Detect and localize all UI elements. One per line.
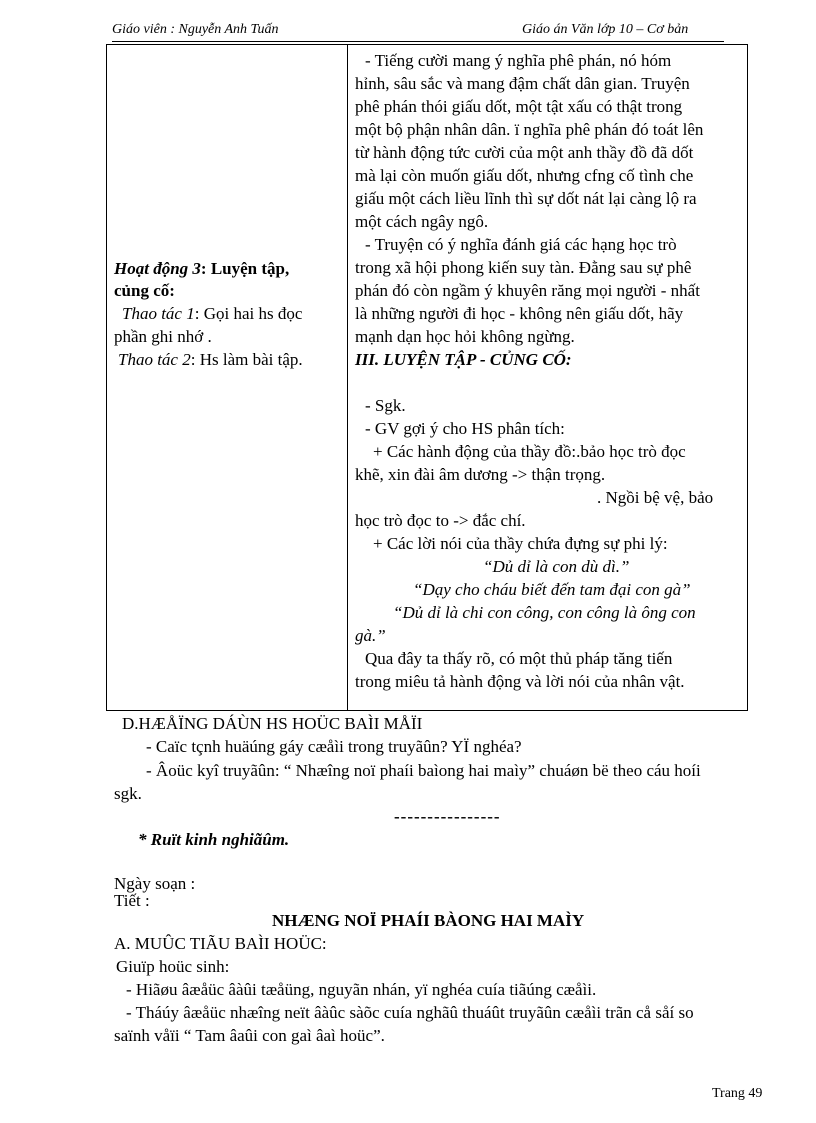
date-label: Ngày soạn : xyxy=(114,874,196,893)
body-line: từ hành động tức cười của một anh thầy đồ đã dốt xyxy=(355,143,694,162)
body-line: mạnh dạn học hỏi không ngừng. xyxy=(355,327,575,346)
header-lesson-plan: Giáo án Văn lớp 10 – Cơ bản xyxy=(522,22,689,37)
homework-item: - Caïc tçnh huäúng gáy cæåìi trong truyãûn? YÏ nghéa? xyxy=(146,737,522,756)
actions-line: . Ngồi bệ vệ, bảo xyxy=(597,488,714,507)
objectives-heading: A. MUÛC TIÃU BAÌI HOÜC: xyxy=(114,934,327,953)
body-line: giấu một cách liều lĩnh thì sự dốt nát lại càng lộ ra xyxy=(355,189,697,208)
body-line: - Tiếng cười mang ý nghĩa phê phán, nó hóm xyxy=(365,51,672,70)
activity-label: Hoạt động 3 xyxy=(114,259,201,278)
body-line: hỉnh, sâu sắc và mang đậm chất dân gian. Truyện xyxy=(355,74,690,93)
activity-heading xyxy=(114,259,289,279)
body-line: mà lại còn muốn giấu dốt, nhưng cfng cố tình che xyxy=(355,166,694,185)
body-line: là những người đi học - không nên giấu dốt, hãy xyxy=(355,304,684,323)
body-line: một cách ngây ngô. xyxy=(355,212,489,231)
objective-item-cont: saïnh våïi “ Tam âaûi con gaì âaì hoüc”. xyxy=(114,1026,385,1045)
header-teacher: Giáo viên : Nguyễn Anh Tuấn xyxy=(112,22,279,37)
conclusion-line: trong miêu tả hành động và lời nói của nhân vật. xyxy=(355,672,685,691)
step1-text: : Gọi hai hs đọc xyxy=(194,304,303,323)
lesson-table xyxy=(106,44,748,711)
page-number: Trang 49 xyxy=(712,1086,763,1101)
section-heading: III. LUYỆN TẬP - CỦNG CỐ: xyxy=(355,350,572,369)
activity-title-cont: củng cố: xyxy=(114,281,175,300)
period-label: Tiết : xyxy=(114,891,150,910)
objective-item: - Hiãøu âæåüc âàûi tæåüng, nguyãn nhán, yï nghéa cuía tiãúng cæåìi. xyxy=(126,980,597,999)
conclusion-line: Qua đây ta thấy rõ, có một thủ pháp tăng tiến xyxy=(365,649,673,668)
lesson-title: NHÆNG NOÏ PHAÍI BÀONG HAI MAÌY xyxy=(272,911,585,930)
body-line: phán đó còn ngầm ý khuyên răng mọi người - nhất xyxy=(355,281,700,300)
absurd-line: + Các lời nói của thầy chứa đựng sự phi lý: xyxy=(373,534,668,553)
homework-heading: D.HÆÅÏNG DÁÙN HS HOÜC BAÌI MÅÏI xyxy=(122,714,423,733)
body-line: một bộ phận nhân dân. ï nghĩa phê phán đó toát lên xyxy=(355,120,704,139)
quote-line: “Dủ dỉ là chi con công, con công là ông con xyxy=(393,603,696,622)
objective-item: - Tháúy âæåüc nhæîng neït âàûc sàõc cuía nghãû thuáût truyãûn cæåìi trãn cå såí so xyxy=(126,1003,694,1022)
experience-label: * Ruït kinh nghiãûm. xyxy=(138,830,290,849)
step1 xyxy=(122,304,302,324)
table-column-divider xyxy=(347,45,348,710)
homework-item-cont: sgk. xyxy=(114,784,142,803)
body-line: trong xã hội phong kiến suy tàn. Đằng sau sự phê xyxy=(355,258,692,277)
item-sgk: - Sgk. xyxy=(365,396,406,415)
step2 xyxy=(118,350,303,370)
activity-title: : Luyện tập, xyxy=(200,259,290,278)
objectives-intro: Giuïp hoüc sinh: xyxy=(116,957,230,976)
step2-label: Thao tác 2 xyxy=(118,350,191,369)
actions-line: + Các hành động của thầy đồ:.bảo học trò đọc xyxy=(373,442,686,461)
actions-line: khẽ, xin đài âm dương -> thận trọng. xyxy=(355,465,606,484)
header-rule xyxy=(112,41,724,42)
item-gv: - GV gợi ý cho HS phân tích: xyxy=(365,419,565,438)
step2-text: : Hs làm bài tập. xyxy=(190,350,303,369)
body-line: - Truyện có ý nghĩa đánh giá các hạng học trò xyxy=(365,235,677,254)
actions-line: học trò đọc to -> đắc chí. xyxy=(355,511,526,530)
step1-cont: phần ghi nhớ . xyxy=(114,327,212,346)
quote-line: gà.” xyxy=(355,626,386,645)
step1-label: Thao tác 1 xyxy=(122,304,195,323)
section-divider: ---------------- xyxy=(394,807,501,826)
quote-line: “Dạy cho cháu biết đến tam đại con gà” xyxy=(413,580,691,599)
body-line: phê phán thói giấu dốt, một tật xấu có thật trong xyxy=(355,97,683,116)
quote-line: “Dủ dỉ là con dù dì.” xyxy=(483,557,630,576)
homework-item: - Âoüc kyî truyãûn: “ Nhæîng noï phaíi baìong hai maìy” chuáøn bë theo cáu hoíi xyxy=(146,761,701,780)
